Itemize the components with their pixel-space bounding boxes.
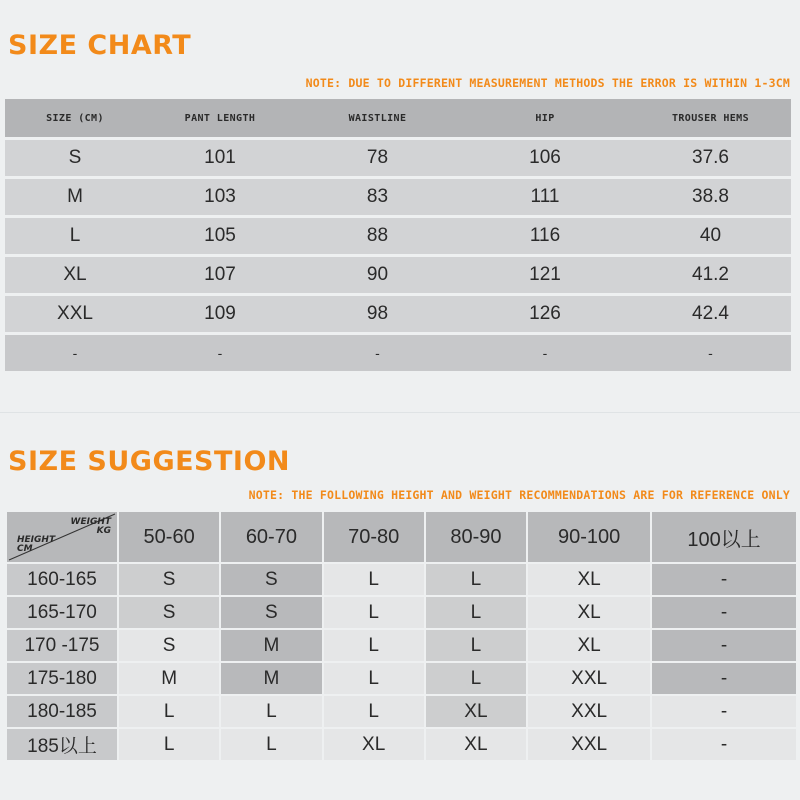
size-chart-cell: XXL [5,296,145,332]
size-chart-cell: 116 [460,218,630,254]
size-chart-title: SIZE CHART [8,30,192,61]
suggested-size-cell: L [324,696,424,727]
corner-weight-label: WEIGHT KG [70,517,111,536]
size-chart-cell: 106 [460,140,630,176]
suggested-size-cell: L [119,729,219,760]
suggested-size-cell: L [221,696,321,727]
header-trouser-hems: TROUSER HEMS [630,99,791,137]
size-chart-cell: S [5,140,145,176]
size-chart-cell: - [5,335,145,371]
suggested-size-cell: XL [528,630,650,661]
size-chart-cell: 126 [460,296,630,332]
size-chart-row [5,218,791,254]
size-suggestion-row [7,597,796,628]
size-suggestion-row [7,630,796,661]
size-chart-row [5,257,791,293]
height-range-cell: 165-170 [7,597,117,628]
size-suggestion-row [7,564,796,595]
corner-height-label: HEIGHT CM [17,535,56,554]
size-suggestion-title: SIZE SUGGESTION [8,446,291,477]
suggested-size-cell: - [652,696,796,727]
weight-header: 80-90 [426,512,526,562]
size-chart-cell: - [145,335,295,371]
weight-header: 90-100 [528,512,650,562]
size-chart-cell: - [630,335,791,371]
suggested-size-cell: L [426,564,526,595]
size-chart-cell: 101 [145,140,295,176]
suggested-size-cell: XL [324,729,424,760]
height-range-cell: 160-165 [7,564,117,595]
size-chart-row [5,179,791,215]
size-chart-cell: 121 [460,257,630,293]
size-chart-cell: 111 [460,179,630,215]
suggested-size-cell: - [652,564,796,595]
size-chart-cell: 88 [295,218,460,254]
suggested-size-cell: L [324,597,424,628]
header-size: SIZE (CM) [5,99,145,137]
suggested-size-cell: L [426,597,526,628]
suggested-size-cell: M [221,663,321,694]
suggested-size-cell: XL [426,729,526,760]
weight-header: 50-60 [119,512,219,562]
size-suggestion-note: NOTE: THE FOLLOWING HEIGHT AND WEIGHT RECOMMENDATIONS ARE FOR REFERENCE ONLY [248,488,790,502]
size-suggestion-row [7,663,796,694]
size-chart-cell: 90 [295,257,460,293]
suggested-size-cell: - [652,729,796,760]
header-pant-length: PANT LENGTH [145,99,295,137]
section-divider [0,412,800,413]
size-chart-cell: - [295,335,460,371]
suggested-size-cell: - [652,630,796,661]
size-chart-table [5,96,791,374]
suggested-size-cell: S [119,597,219,628]
suggested-size-cell: M [119,663,219,694]
size-chart-header-row [5,99,791,137]
size-chart-row [5,335,791,371]
suggested-size-cell: XXL [528,696,650,727]
suggested-size-cell: S [221,597,321,628]
header-hip: HIP [460,99,630,137]
height-range-cell: 175-180 [7,663,117,694]
size-chart-cell: 109 [145,296,295,332]
size-chart-cell: XL [5,257,145,293]
suggested-size-cell: L [426,663,526,694]
weight-header: 100以上 [652,512,796,562]
size-chart-cell: M [5,179,145,215]
suggested-size-cell: XL [528,597,650,628]
size-chart-cell: L [5,218,145,254]
suggested-size-cell: - [652,597,796,628]
weight-header: 60-70 [221,512,321,562]
size-chart-row [5,296,791,332]
height-range-cell: 180-185 [7,696,117,727]
suggested-size-cell: - [652,663,796,694]
weight-header: 70-80 [324,512,424,562]
height-range-cell: 185以上 [7,729,117,760]
suggested-size-cell: XXL [528,729,650,760]
size-chart-cell: 41.2 [630,257,791,293]
size-chart-cell: 38.8 [630,179,791,215]
suggested-size-cell: M [221,630,321,661]
suggested-size-cell: L [324,663,424,694]
size-chart-cell: 83 [295,179,460,215]
size-chart-cell: 78 [295,140,460,176]
suggested-size-cell: L [324,564,424,595]
suggested-size-cell: L [119,696,219,727]
height-range-cell: 170 -175 [7,630,117,661]
suggested-size-cell: L [324,630,424,661]
size-suggestion-row [7,729,796,760]
size-chart-cell: 40 [630,218,791,254]
size-suggestion-row [7,696,796,727]
suggested-size-cell: L [221,729,321,760]
size-chart-row [5,140,791,176]
size-chart-cell: 37.6 [630,140,791,176]
suggested-size-cell: S [119,630,219,661]
size-suggestion-table [5,510,798,762]
suggested-size-cell: S [221,564,321,595]
weight-header-row [7,512,796,562]
suggested-size-cell: XL [426,696,526,727]
size-chart-cell: 42.4 [630,296,791,332]
size-chart-cell: - [460,335,630,371]
suggested-size-cell: XXL [528,663,650,694]
size-chart-cell: 103 [145,179,295,215]
suggested-size-cell: XL [528,564,650,595]
suggested-size-cell: L [426,630,526,661]
header-waistline: WAISTLINE [295,99,460,137]
suggested-size-cell: S [119,564,219,595]
corner-cell [7,512,117,562]
size-chart-cell: 98 [295,296,460,332]
size-chart-note: NOTE: DUE TO DIFFERENT MEASUREMENT METHODS THE ERROR IS WITHIN 1-3CM [305,76,790,90]
size-chart-cell: 105 [145,218,295,254]
size-chart-cell: 107 [145,257,295,293]
